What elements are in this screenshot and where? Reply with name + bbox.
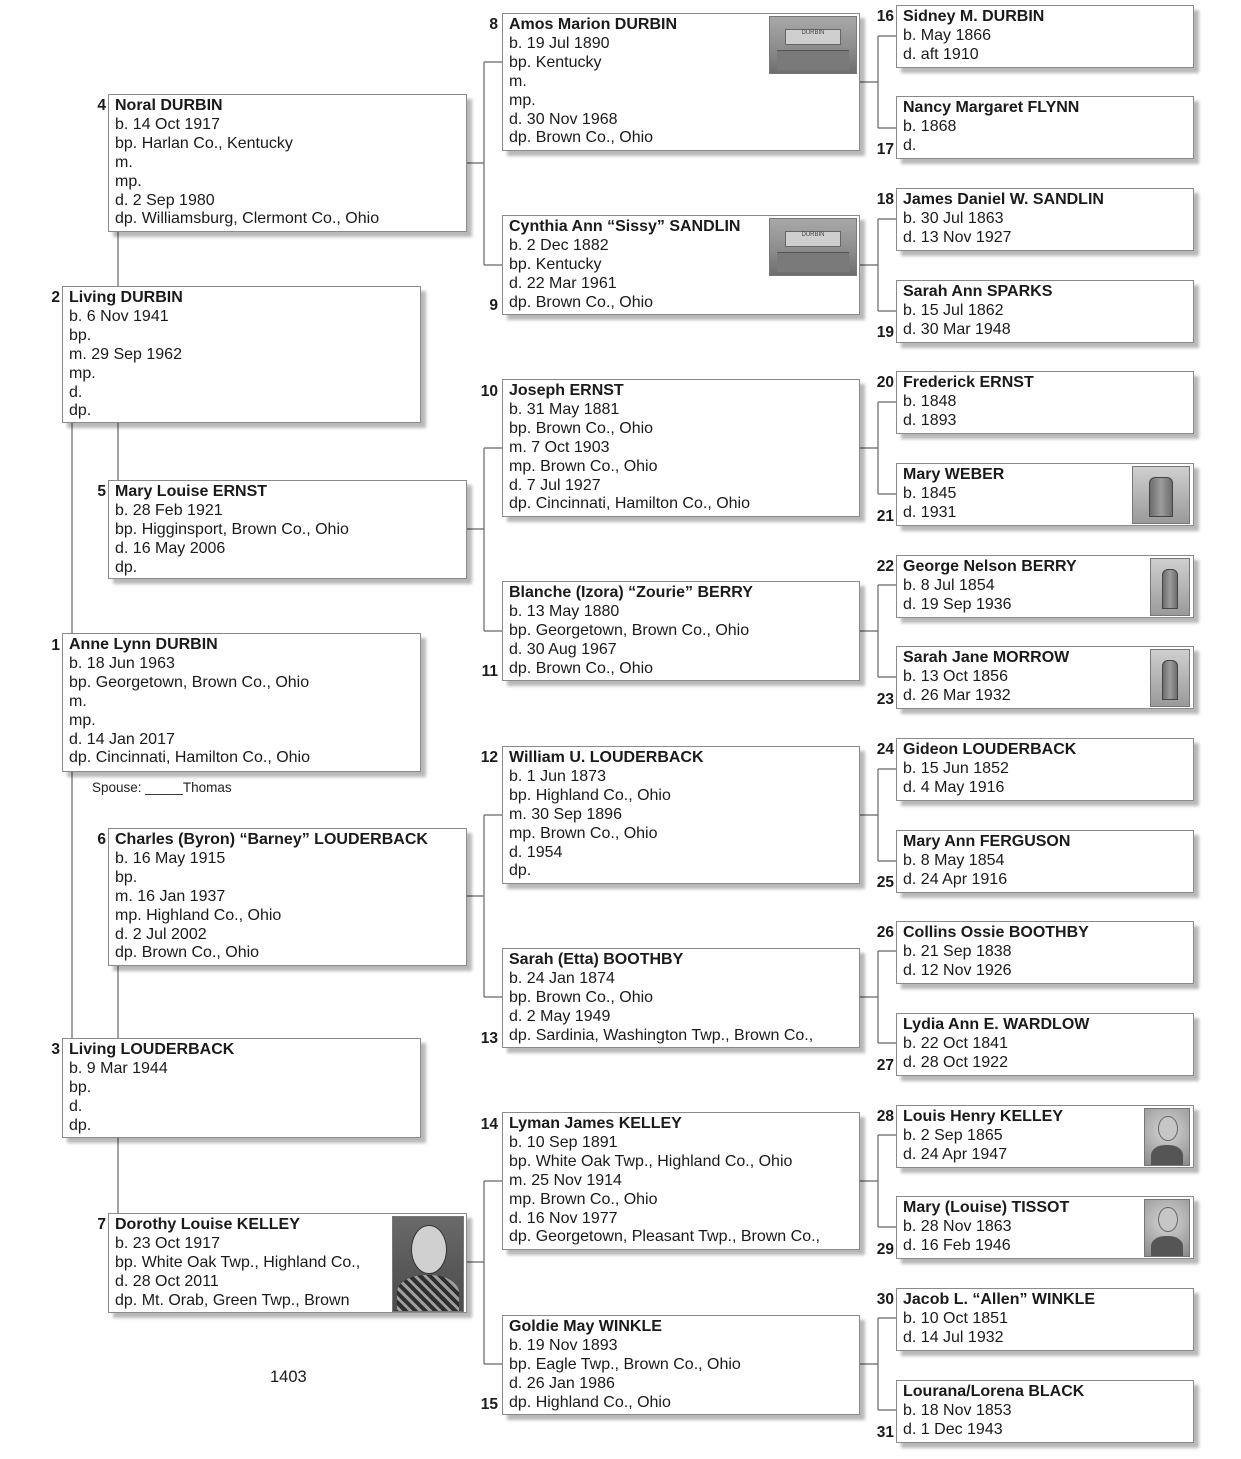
person-detail: b. 1848: [903, 392, 957, 410]
person-number: 13: [480, 1030, 498, 1047]
portrait-photo[interactable]: [1144, 1199, 1190, 1257]
person-detail: dp. Mt. Orab, Green Twp., Brown: [115, 1291, 350, 1309]
person-detail: dp. Cincinnati, Hamilton Co., Ohio: [509, 495, 750, 513]
person-detail: b. May 1866: [903, 26, 992, 44]
person-detail: d. 24 Apr 1916: [903, 870, 1008, 888]
person-detail: d. 16 Nov 1977: [509, 1209, 618, 1227]
person-box-30[interactable]: [896, 1288, 1194, 1351]
person-detail: d. 1893: [903, 411, 957, 429]
headstone-photo[interactable]: [769, 16, 857, 74]
person-detail: dp. Georgetown, Pleasant Twp., Brown Co.,: [509, 1228, 820, 1246]
grave-photo[interactable]: [1132, 466, 1190, 524]
person-box-11[interactable]: [502, 581, 860, 681]
person-name: Living LOUDERBACK: [69, 1041, 235, 1058]
person-detail: b. 6 Nov 1941: [69, 307, 169, 325]
person-box-27[interactable]: [896, 1013, 1194, 1076]
person-number: 6: [97, 831, 106, 848]
person-detail: d. 24 Apr 1947: [903, 1145, 1008, 1163]
person-detail: bp. Brown Co., Ohio: [509, 419, 654, 437]
person-detail: b. 13 May 1880: [509, 602, 620, 620]
person-number: 14: [480, 1116, 498, 1133]
person-name: Jacob L. “Allen” WINKLE: [903, 1291, 1096, 1308]
person-detail: m.: [509, 72, 527, 90]
person-detail: b. 9 Mar 1944: [69, 1059, 168, 1077]
person-detail: d. 26 Mar 1932: [903, 686, 1011, 704]
grave-photo[interactable]: [1150, 649, 1190, 707]
person-number: 8: [489, 16, 498, 33]
person-detail: dp. Williamsburg, Clermont Co., Ohio: [115, 210, 380, 228]
person-detail: mp. Brown Co., Ohio: [509, 1190, 658, 1208]
person-detail: dp.: [69, 1116, 92, 1134]
person-detail: bp.: [115, 868, 138, 886]
person-detail: bp.: [69, 1078, 92, 1096]
person-number: 3: [51, 1041, 60, 1058]
person-number: 1: [51, 637, 60, 654]
person-number: 11: [481, 663, 498, 680]
person-number: 10: [480, 383, 498, 400]
headstone-label: DURBIN: [785, 231, 840, 246]
person-detail: d.: [903, 136, 917, 154]
person-detail: d. 1954: [509, 843, 563, 861]
person-box-1[interactable]: [62, 633, 421, 772]
person-name: Lydia Ann E. WARDLOW: [903, 1016, 1090, 1033]
person-box-19[interactable]: [896, 280, 1194, 343]
person-detail: d. 4 May 1916: [903, 778, 1005, 796]
person-name: Blanche (Izora) “Zourie” BERRY: [509, 584, 753, 601]
person-detail: m. 25 Nov 1914: [509, 1171, 622, 1189]
person-detail: dp. Brown Co., Ohio: [509, 659, 654, 677]
person-detail: b. 28 Feb 1921: [115, 501, 223, 519]
person-detail: b. 15 Jun 1852: [903, 759, 1009, 777]
person-detail: b. 18 Jun 1963: [69, 654, 175, 672]
person-detail: d.: [69, 1097, 83, 1115]
person-detail: d. 7 Jul 1927: [509, 476, 601, 494]
person-number: 20: [876, 374, 894, 391]
page-number: 1403: [270, 1368, 307, 1386]
person-detail: mp.: [69, 364, 96, 382]
person-number: 16: [876, 8, 894, 25]
person-detail: bp. White Oak Twp., Highland Co.,: [115, 1253, 361, 1271]
person-name: James Daniel W. SANDLIN: [903, 191, 1104, 208]
person-detail: b. 1845: [903, 484, 957, 502]
person-detail: bp. Eagle Twp., Brown Co., Ohio: [509, 1355, 741, 1373]
person-box-9[interactable]: [502, 215, 860, 315]
person-detail: dp.: [69, 402, 92, 420]
person-detail: d. 30 Mar 1948: [903, 320, 1011, 338]
person-name: Mary Louise ERNST: [115, 483, 268, 500]
person-box-24[interactable]: [896, 738, 1194, 801]
person-box-5[interactable]: [108, 480, 467, 579]
person-detail: m.: [115, 153, 133, 171]
person-box-4[interactable]: [108, 94, 467, 232]
person-name: Joseph ERNST: [509, 382, 624, 399]
person-name: Living DURBIN: [69, 289, 183, 306]
person-detail: m. 7 Oct 1903: [509, 438, 610, 456]
person-number: 22: [876, 558, 894, 575]
person-name: Sarah (Etta) BOOTHBY: [509, 951, 684, 968]
person-box-8[interactable]: [502, 13, 860, 151]
person-name: Nancy Margaret FLYNN: [903, 99, 1080, 116]
person-detail: dp. Brown Co., Ohio: [509, 293, 654, 311]
person-number: 30: [876, 1291, 894, 1308]
person-name: Lyman James KELLEY: [509, 1115, 682, 1132]
person-name: Anne Lynn DURBIN: [69, 636, 218, 653]
person-detail: b. 13 Oct 1856: [903, 667, 1008, 685]
person-detail: b. 2 Dec 1882: [509, 236, 609, 254]
person-detail: mp.: [115, 172, 142, 190]
person-name: Amos Marion DURBIN: [509, 16, 678, 33]
person-box-3[interactable]: [62, 1038, 421, 1138]
person-detail: bp. Higginsport, Brown Co., Ohio: [115, 520, 349, 538]
person-detail: bp. Harlan Co., Kentucky: [115, 134, 293, 152]
person-detail: mp.: [69, 711, 96, 729]
person-detail: b. 8 Jul 1854: [903, 576, 995, 594]
person-detail: bp. Georgetown, Brown Co., Ohio: [69, 673, 310, 691]
person-detail: d. 28 Oct 1922: [903, 1053, 1008, 1071]
person-box-28[interactable]: [896, 1105, 1194, 1168]
person-box-6[interactable]: [108, 828, 467, 966]
person-name: Goldie May WINKLE: [509, 1318, 662, 1335]
person-detail: b. 24 Jan 1874: [509, 969, 615, 987]
person-detail: mp. Brown Co., Ohio: [509, 824, 658, 842]
person-number: 25: [876, 874, 894, 891]
person-number: 17: [876, 141, 894, 158]
person-number: 26: [876, 924, 894, 941]
person-detail: m. 16 Jan 1937: [115, 887, 226, 905]
person-detail: mp. Highland Co., Ohio: [115, 906, 282, 924]
person-detail: d. 19 Sep 1936: [903, 595, 1012, 613]
person-detail: dp. Sardinia, Washington Twp., Brown Co.,: [509, 1026, 814, 1044]
person-detail: m. 29 Sep 1962: [69, 345, 182, 363]
person-name: William U. LOUDERBACK: [509, 749, 704, 766]
person-detail: bp. Highland Co., Ohio: [509, 786, 671, 804]
person-number: 19: [876, 324, 894, 341]
person-detail: d. 28 Oct 2011: [115, 1272, 219, 1290]
person-box-23[interactable]: [896, 646, 1194, 709]
person-detail: d. 16 Feb 1946: [903, 1236, 1011, 1254]
person-detail: b. 31 May 1881: [509, 400, 620, 418]
person-name: Sidney M. DURBIN: [903, 8, 1045, 25]
person-number: 21: [876, 508, 894, 525]
person-detail: bp.: [69, 326, 92, 344]
person-detail: d. 30 Aug 1967: [509, 640, 617, 658]
person-detail: d. 13 Nov 1927: [903, 228, 1012, 246]
person-detail: m.: [69, 692, 87, 710]
headstone-photo[interactable]: [769, 218, 857, 276]
person-number: 31: [876, 1424, 894, 1441]
person-detail: d. aft 1910: [903, 45, 979, 63]
person-box-15[interactable]: [502, 1315, 860, 1415]
person-name: Charles (Byron) “Barney” LOUDERBACK: [115, 831, 428, 848]
person-number: 18: [876, 191, 894, 208]
person-detail: dp. Highland Co., Ohio: [509, 1393, 671, 1411]
person-box-7[interactable]: [108, 1213, 467, 1313]
person-detail: d. 14 Jul 1932: [903, 1328, 1004, 1346]
person-box-18[interactable]: [896, 188, 1194, 251]
person-number: 27: [876, 1057, 894, 1074]
person-box-20[interactable]: [896, 371, 1194, 434]
headstone-label: DURBIN: [785, 29, 840, 44]
person-number: 9: [489, 297, 498, 314]
person-detail: b. 16 May 1915: [115, 849, 226, 867]
person-number: 2: [51, 289, 60, 306]
person-detail: dp. Brown Co., Ohio: [509, 129, 654, 147]
person-detail: d. 14 Jan 2017: [69, 730, 175, 748]
person-box-16[interactable]: [896, 5, 1194, 68]
person-detail: bp. Kentucky: [509, 53, 602, 71]
person-number: 4: [97, 97, 106, 114]
person-detail: d. 12 Nov 1926: [903, 961, 1012, 979]
person-detail: d. 22 Mar 1961: [509, 274, 617, 292]
person-box-2[interactable]: [62, 286, 421, 423]
person-number: 12: [480, 749, 498, 766]
person-name: Lourana/Lorena BLACK: [903, 1383, 1085, 1400]
person-detail: d. 1931: [903, 503, 957, 521]
person-name: Dorothy Louise KELLEY: [115, 1216, 300, 1233]
person-number: 29: [876, 1241, 894, 1258]
person-box-26[interactable]: [896, 921, 1194, 984]
spouse-note: Spouse: _____Thomas: [92, 780, 232, 795]
person-detail: d. 2 Sep 1980: [115, 191, 215, 209]
portrait-photo[interactable]: [1144, 1108, 1190, 1166]
person-number: 5: [97, 483, 106, 500]
person-detail: b. 30 Jul 1863: [903, 209, 1004, 227]
person-detail: bp. White Oak Twp., Highland Co., Ohio: [509, 1152, 793, 1170]
person-detail: d. 30 Nov 1968: [509, 110, 618, 128]
person-detail: b. 19 Jul 1890: [509, 34, 610, 52]
person-detail: b. 19 Nov 1893: [509, 1336, 618, 1354]
person-detail: dp. Brown Co., Ohio: [115, 944, 260, 962]
person-detail: bp. Georgetown, Brown Co., Ohio: [509, 621, 750, 639]
person-box-22[interactable]: [896, 555, 1194, 618]
person-detail: bp. Brown Co., Ohio: [509, 988, 654, 1006]
person-number: 23: [876, 691, 894, 708]
person-name: Mary WEBER: [903, 466, 1005, 483]
person-detail: b. 23 Oct 1917: [115, 1234, 220, 1252]
person-box-13[interactable]: [502, 948, 860, 1048]
person-detail: dp.: [509, 862, 532, 880]
person-detail: b. 8 May 1854: [903, 851, 1005, 869]
person-name: Sarah Jane MORROW: [903, 649, 1070, 666]
person-detail: d. 1 Dec 1943: [903, 1420, 1003, 1438]
person-detail: dp.: [115, 558, 138, 576]
person-detail: d. 26 Jan 1986: [509, 1374, 615, 1392]
person-box-10[interactable]: [502, 379, 860, 517]
person-detail: d.: [69, 383, 83, 401]
person-number: 7: [97, 1216, 106, 1233]
person-detail: b. 10 Oct 1851: [903, 1309, 1008, 1327]
person-name: Frederick ERNST: [903, 374, 1034, 391]
person-detail: b. 21 Sep 1838: [903, 942, 1012, 960]
person-detail: d. 2 May 1949: [509, 1007, 611, 1025]
person-detail: b. 10 Sep 1891: [509, 1133, 618, 1151]
person-detail: bp. Kentucky: [509, 255, 602, 273]
person-box-25[interactable]: [896, 830, 1194, 893]
person-detail: b. 1 Jun 1873: [509, 767, 606, 785]
person-number: 28: [876, 1108, 894, 1125]
person-box-29[interactable]: [896, 1196, 1194, 1259]
person-name: Louis Henry KELLEY: [903, 1108, 1064, 1125]
person-detail: b. 18 Nov 1853: [903, 1401, 1012, 1419]
person-name: George Nelson BERRY: [903, 558, 1077, 575]
person-box-14[interactable]: [502, 1112, 860, 1250]
person-detail: b. 28 Nov 1863: [903, 1217, 1012, 1235]
person-detail: b. 22 Oct 1841: [903, 1034, 1008, 1052]
person-name: Collins Ossie BOOTHBY: [903, 924, 1089, 941]
person-box-21[interactable]: [896, 463, 1194, 526]
person-detail: b. 2 Sep 1865: [903, 1126, 1003, 1144]
person-box-12[interactable]: [502, 746, 860, 884]
person-name: Gideon LOUDERBACK: [903, 741, 1077, 758]
person-detail: m. 30 Sep 1896: [509, 805, 622, 823]
person-name: Sarah Ann SPARKS: [903, 283, 1053, 300]
person-detail: b. 15 Jul 1862: [903, 301, 1004, 319]
person-name: Mary (Louise) TISSOT: [903, 1199, 1070, 1216]
person-number: 15: [480, 1396, 498, 1413]
grave-photo[interactable]: [1150, 558, 1190, 616]
person-box-31[interactable]: [896, 1380, 1194, 1443]
person-box-17[interactable]: [896, 96, 1194, 159]
person-detail: b. 14 Oct 1917: [115, 115, 220, 133]
person-name: Noral DURBIN: [115, 97, 223, 114]
portrait-photo[interactable]: [392, 1216, 464, 1312]
person-name: Cynthia Ann “Sissy” SANDLIN: [509, 218, 741, 235]
person-number: 24: [876, 741, 894, 758]
person-detail: d. 16 May 2006: [115, 539, 226, 557]
person-name: Mary Ann FERGUSON: [903, 833, 1071, 850]
person-detail: mp. Brown Co., Ohio: [509, 457, 658, 475]
person-detail: dp. Cincinnati, Hamilton Co., Ohio: [69, 749, 310, 767]
person-detail: d. 2 Jul 2002: [115, 925, 207, 943]
person-detail: b. 1868: [903, 117, 957, 135]
person-detail: mp.: [509, 91, 536, 109]
